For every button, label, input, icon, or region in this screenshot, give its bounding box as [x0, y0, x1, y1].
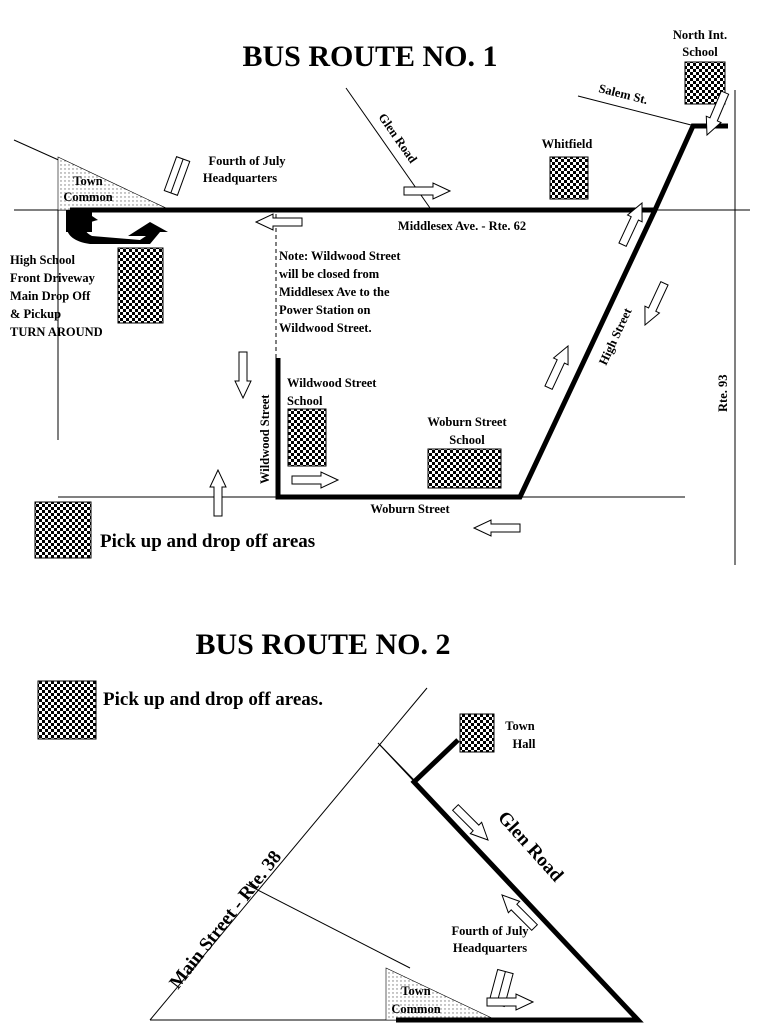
woburn-school-stop: [428, 449, 501, 488]
note-line-1: Note: Wildwood Street: [279, 249, 401, 263]
high-school-label-4: & Pickup: [10, 307, 62, 321]
map1-legend-text: Pick up and drop off areas: [100, 531, 316, 552]
glen-road-label: Glen Road: [375, 110, 420, 166]
july-label-2-2: Headquarters: [452, 941, 528, 955]
july-label-1: Fourth of July: [208, 154, 286, 168]
whitfield-label: Whitfield: [541, 137, 593, 151]
cross-road-line: [246, 884, 410, 968]
high-school-stop: [118, 248, 163, 323]
town-hall-label-1: Town: [505, 719, 535, 733]
town-common-label-1: Town: [73, 174, 103, 188]
note-line-5: Wildwood Street.: [279, 321, 372, 335]
glen-road-label-2: Glen Road: [493, 807, 568, 887]
arrow-south-salem: [615, 200, 649, 248]
connector-line: [380, 745, 414, 780]
arrow-south-high: [541, 343, 575, 391]
wildwood-school-label-1: Wildwood Street: [287, 376, 377, 390]
high-street-label: High Street: [596, 305, 635, 368]
town-common-label-2-2: Common: [391, 1002, 441, 1016]
wildwood-street-label: Wildwood Street: [258, 394, 272, 484]
fourth-of-july-hq-1: [164, 157, 189, 196]
arrow-west-middlesex: [404, 183, 450, 199]
wildwood-school-stop: [288, 409, 326, 466]
arrow-north-high: [638, 280, 672, 328]
july-label-2-1: Fourth of July: [451, 924, 529, 938]
woburn-school-label-2: School: [449, 433, 485, 447]
july-label-2: Headquarters: [202, 171, 278, 185]
woburn-school-label-1: Woburn Street: [427, 415, 507, 429]
middlesex-label: Middlesex Ave. - Rte. 62: [397, 219, 527, 233]
arrow-south-wildwood: [210, 470, 226, 516]
wildwood-school-label-2: School: [287, 394, 323, 408]
high-school-label-1: High School: [10, 253, 75, 267]
map1-title: BUS ROUTE NO. 1: [242, 40, 498, 73]
map2-title: BUS ROUTE NO. 2: [195, 628, 451, 661]
map-route-2: [38, 628, 640, 1020]
woburn-street-label: Woburn Street: [370, 502, 450, 516]
town-common-label-2: Common: [63, 190, 113, 204]
town-hall-stop: [460, 714, 494, 752]
town-hall-label-2: Hall: [512, 737, 536, 751]
map2-legend-text: Pick up and drop off areas.: [103, 689, 323, 710]
map1-legend-icon: [35, 502, 91, 558]
north-int-label-1: North Int.: [672, 28, 728, 42]
high-school-label-3: Main Drop Off: [10, 289, 91, 303]
map-route-1: [10, 28, 750, 565]
arrow-north-wildwood: [235, 352, 251, 398]
arrow-east-woburn: [474, 520, 520, 536]
arrow-west-woburn: [292, 472, 338, 488]
whitfield-stop: [550, 157, 588, 199]
salem-st-label: Salem St.: [597, 81, 650, 108]
bus-route-path-2: [396, 740, 638, 1020]
high-school-label-5: TURN AROUND: [10, 325, 103, 339]
map2-legend-icon: [38, 681, 96, 739]
main-street-label: Main Street - Rte. 38: [165, 846, 286, 994]
town-common-label-2-1: Town: [401, 984, 431, 998]
driveway-black-block: [66, 210, 92, 232]
high-school-label-2: Front Driveway: [10, 271, 95, 285]
note-line-3: Middlesex Ave to the: [279, 285, 390, 299]
rte93-label: Rte. 93: [716, 374, 730, 412]
north-int-label-2: School: [682, 45, 718, 59]
note-line-4: Power Station on: [279, 303, 371, 317]
note-line-2: will be closed from: [279, 267, 380, 281]
arrow-east-middlesex: [256, 214, 302, 230]
